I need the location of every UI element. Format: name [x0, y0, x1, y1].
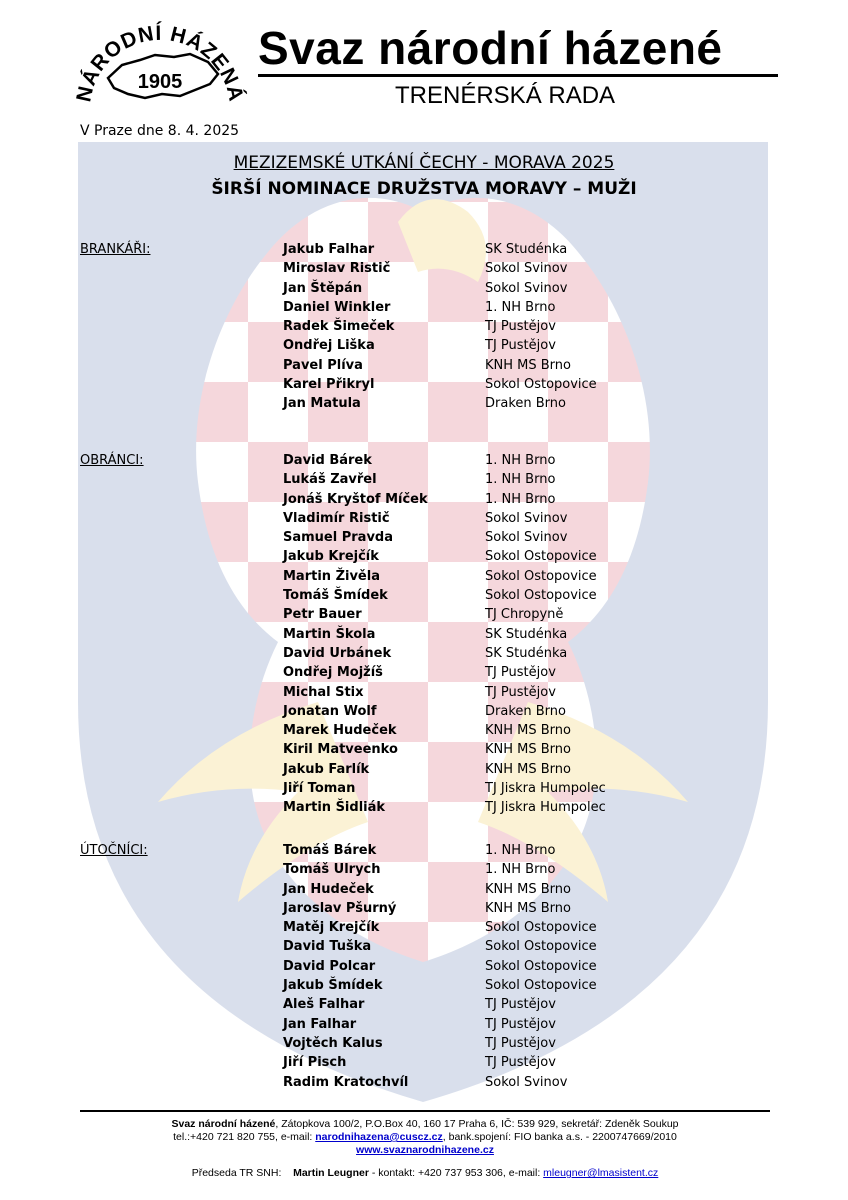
roster-row	[283, 860, 703, 879]
roster-row	[283, 336, 703, 355]
club-name: Sokol Ostopovice	[485, 978, 597, 994]
footer-line-3	[80, 1144, 770, 1157]
club-name: SK Studénka	[485, 626, 568, 642]
club-name: KNH MS Brno	[485, 900, 571, 916]
player-name: David Urbánek	[283, 645, 392, 661]
roster-row	[283, 490, 703, 509]
club-name: 1. NH Brno	[485, 843, 556, 858]
roster-row	[283, 470, 703, 489]
player-name: Jiří Toman	[283, 781, 356, 797]
club-name: 1. NH Brno	[485, 862, 556, 878]
roster-row	[283, 394, 703, 413]
footer-chair-name: Martin Leugner	[293, 1167, 369, 1179]
roster-row	[283, 957, 703, 976]
player-name: Ondřej Mojžíš	[283, 665, 383, 681]
roster-row	[283, 1053, 703, 1072]
player-name: Matěj Krejčík	[283, 920, 380, 936]
club-name: TJ Pustějov	[485, 997, 556, 1013]
player-name: Petr Bauer	[283, 607, 362, 623]
player-name: Martin Šidliák	[283, 800, 386, 816]
player-name: Aleš Falhar	[283, 997, 365, 1013]
player-name: Jakub Šmídek	[283, 978, 383, 994]
roster-row	[283, 721, 703, 740]
roster-row	[283, 976, 703, 995]
club-name: Sokol Svinov	[485, 530, 568, 546]
player-name: Jonatan Wolf	[283, 703, 377, 719]
club-name: 1. NH Brno	[485, 453, 556, 468]
roster-row	[283, 702, 703, 721]
player-name: Jan Hudeček	[283, 881, 374, 897]
club-name: TJ Chropyně	[485, 607, 564, 623]
roster-list	[283, 841, 703, 1092]
player-name: Jan Štěpán	[283, 280, 363, 296]
roster-row	[283, 625, 703, 644]
club-name: Sokol Svinov	[485, 1074, 568, 1090]
footer-chair-contact: - kontakt: +420 737 953 306, e-mail:	[368, 1167, 544, 1179]
club-name: Sokol Ostopovice	[485, 588, 597, 604]
club-name: TJ Pustějov	[485, 665, 556, 681]
logo-arc-text: NÁRODNÍ HÁZENÁ	[72, 21, 248, 104]
roster-row	[283, 586, 703, 605]
snh-logo	[70, 10, 250, 120]
roster-row	[283, 375, 703, 394]
player-name: Martin Škola	[283, 626, 376, 642]
roster-row	[283, 605, 703, 624]
club-name: KNH MS Brno	[485, 357, 571, 373]
roster-row	[283, 451, 703, 470]
player-name: Jan Matula	[283, 396, 361, 412]
roster-row	[283, 779, 703, 798]
club-name: Sokol Ostopovice	[485, 939, 597, 955]
player-name: Jiří Pisch	[283, 1055, 347, 1071]
player-name: Tomáš Ulrych	[283, 862, 381, 878]
player-name: Kiril Matveenko	[283, 742, 398, 758]
roster-row	[283, 317, 703, 336]
player-name: David Bárek	[283, 453, 372, 468]
club-name: Sokol Svinov	[485, 261, 568, 277]
club-name: 1. NH Brno	[485, 491, 556, 507]
roster-row	[283, 240, 703, 259]
player-name: Daniel Winkler	[283, 299, 391, 315]
club-name: Sokol Svinov	[485, 280, 568, 296]
player-name: Jaroslav Pšurný	[283, 900, 397, 916]
club-name: TJ Pustějov	[485, 1035, 556, 1051]
club-name: Sokol Ostopovice	[485, 377, 597, 393]
player-name: Samuel Pravda	[283, 530, 393, 546]
club-name: 1. NH Brno	[485, 472, 556, 488]
player-name: Jakub Krejčík	[283, 549, 379, 565]
club-name: SK Studénka	[485, 242, 568, 257]
club-name: Sokol Ostopovice	[485, 920, 597, 936]
club-name: KNH MS Brno	[485, 881, 571, 897]
section-label: OBRÁNCI:	[80, 453, 144, 468]
club-name: Sokol Ostopovice	[485, 549, 597, 565]
club-name: Sokol Svinov	[485, 510, 568, 526]
player-name: Jakub Falhar	[283, 242, 375, 257]
club-name: Draken Brno	[485, 396, 566, 412]
roster-row	[283, 528, 703, 547]
club-name: KNH MS Brno	[485, 761, 571, 777]
section-label: BRANKÁŘI:	[80, 242, 151, 257]
logo-year: 1905	[137, 71, 183, 93]
org-title: Svaz národní házené	[258, 22, 778, 77]
footer-email-link[interactable]: narodnihazena@cuscz.cz	[315, 1131, 443, 1143]
club-name: 1. NH Brno	[485, 299, 556, 315]
roster-row	[283, 918, 703, 937]
roster-row	[283, 298, 703, 317]
player-name: David Tuška	[283, 939, 372, 955]
roster-row	[283, 356, 703, 375]
club-name: TJ Jiskra Humpolec	[485, 781, 606, 797]
player-name: Radek Šimeček	[283, 319, 395, 335]
roster-row	[283, 567, 703, 586]
roster-row	[283, 1073, 703, 1092]
roster-row	[283, 644, 703, 663]
club-name: TJ Jiskra Humpolec	[485, 800, 606, 816]
footer-phone: tel.:+420 721 820 755, e-mail:	[173, 1131, 316, 1143]
footer-chair-label: Předseda TR SNH:	[191, 1167, 282, 1179]
footer-website-link[interactable]: www.svaznarodnihazene.cz	[356, 1144, 494, 1156]
roster-list	[283, 451, 703, 818]
footer-line-2	[80, 1131, 770, 1144]
section-label: ÚTOČNÍCI:	[80, 843, 148, 858]
player-name: Pavel Plíva	[283, 357, 363, 373]
roster-row	[283, 937, 703, 956]
roster-row	[283, 841, 703, 860]
club-name: KNH MS Brno	[485, 723, 571, 739]
date-line: V Praze dne 8. 4. 2025	[80, 123, 240, 139]
player-name: Lukáš Zavřel	[283, 472, 377, 488]
player-name: Marek Hudeček	[283, 723, 397, 739]
player-name: Jakub Farlík	[283, 761, 370, 777]
player-name: Vojtěch Kalus	[283, 1035, 383, 1051]
footer-org-name: Svaz národní házené	[171, 1118, 276, 1130]
roster-row	[283, 1015, 703, 1034]
org-subtitle: TRENÉRSKÁ RADA	[395, 82, 616, 109]
club-name: Draken Brno	[485, 703, 566, 719]
club-name: SK Studénka	[485, 645, 568, 661]
roster-row	[283, 995, 703, 1014]
player-name: Tomáš Bárek	[283, 843, 377, 858]
roster-row	[283, 798, 703, 817]
document-title: MEZIZEMSKÉ UTKÁNÍ ČECHY - MORAVA 2025	[233, 153, 615, 173]
footer-divider	[80, 1110, 770, 1112]
roster-row	[283, 683, 703, 702]
footer-address: , Zátopkova 100/2, P.O.Box 40, 160 17 Praha 6, IČ: 539 929, sekretář: Zdeněk Soukup	[275, 1118, 679, 1130]
roster-row	[283, 509, 703, 528]
roster-list	[283, 240, 703, 414]
footer-line-4	[80, 1167, 770, 1180]
player-name: Ondřej Liška	[283, 338, 375, 354]
footer-line-1	[80, 1118, 770, 1131]
roster-row	[283, 663, 703, 682]
club-name: TJ Pustějov	[485, 338, 556, 354]
document-subtitle: ŠIRŠÍ NOMINACE DRUŽSTVA MORAVY – MUŽI	[211, 179, 637, 199]
roster-row	[283, 880, 703, 899]
roster-row	[283, 899, 703, 918]
player-name: Jonáš Kryštof Míček	[283, 491, 428, 507]
roster-row	[283, 760, 703, 779]
roster-row	[283, 259, 703, 278]
player-name: Miroslav Ristič	[283, 261, 391, 277]
roster-row	[283, 279, 703, 298]
club-name: TJ Pustějov	[485, 684, 556, 700]
club-name: KNH MS Brno	[485, 742, 571, 758]
player-name: Jan Falhar	[283, 1016, 357, 1032]
roster-row	[283, 1034, 703, 1053]
club-name: TJ Pustějov	[485, 319, 556, 335]
player-name: Vladimír Ristič	[283, 510, 390, 526]
player-name: Karel Přikryl	[283, 377, 375, 393]
footer-bank: , bank.spojení: FIO banka a.s. - 2200747669/2010	[442, 1131, 677, 1143]
player-name: Michal Stix	[283, 684, 364, 700]
player-name: David Polcar	[283, 958, 376, 974]
club-name: TJ Pustějov	[485, 1055, 556, 1071]
club-name: TJ Pustějov	[485, 1016, 556, 1032]
footer-chair-email-link[interactable]: mleugner@lmasistent.cz	[543, 1167, 659, 1179]
roster-row	[283, 547, 703, 566]
club-name: Sokol Ostopovice	[485, 568, 597, 584]
club-name: Sokol Ostopovice	[485, 958, 597, 974]
player-name: Tomáš Šmídek	[283, 588, 388, 604]
roster-row	[283, 740, 703, 759]
player-name: Martin Živěla	[283, 568, 380, 584]
player-name: Radim Kratochvíl	[283, 1074, 409, 1090]
